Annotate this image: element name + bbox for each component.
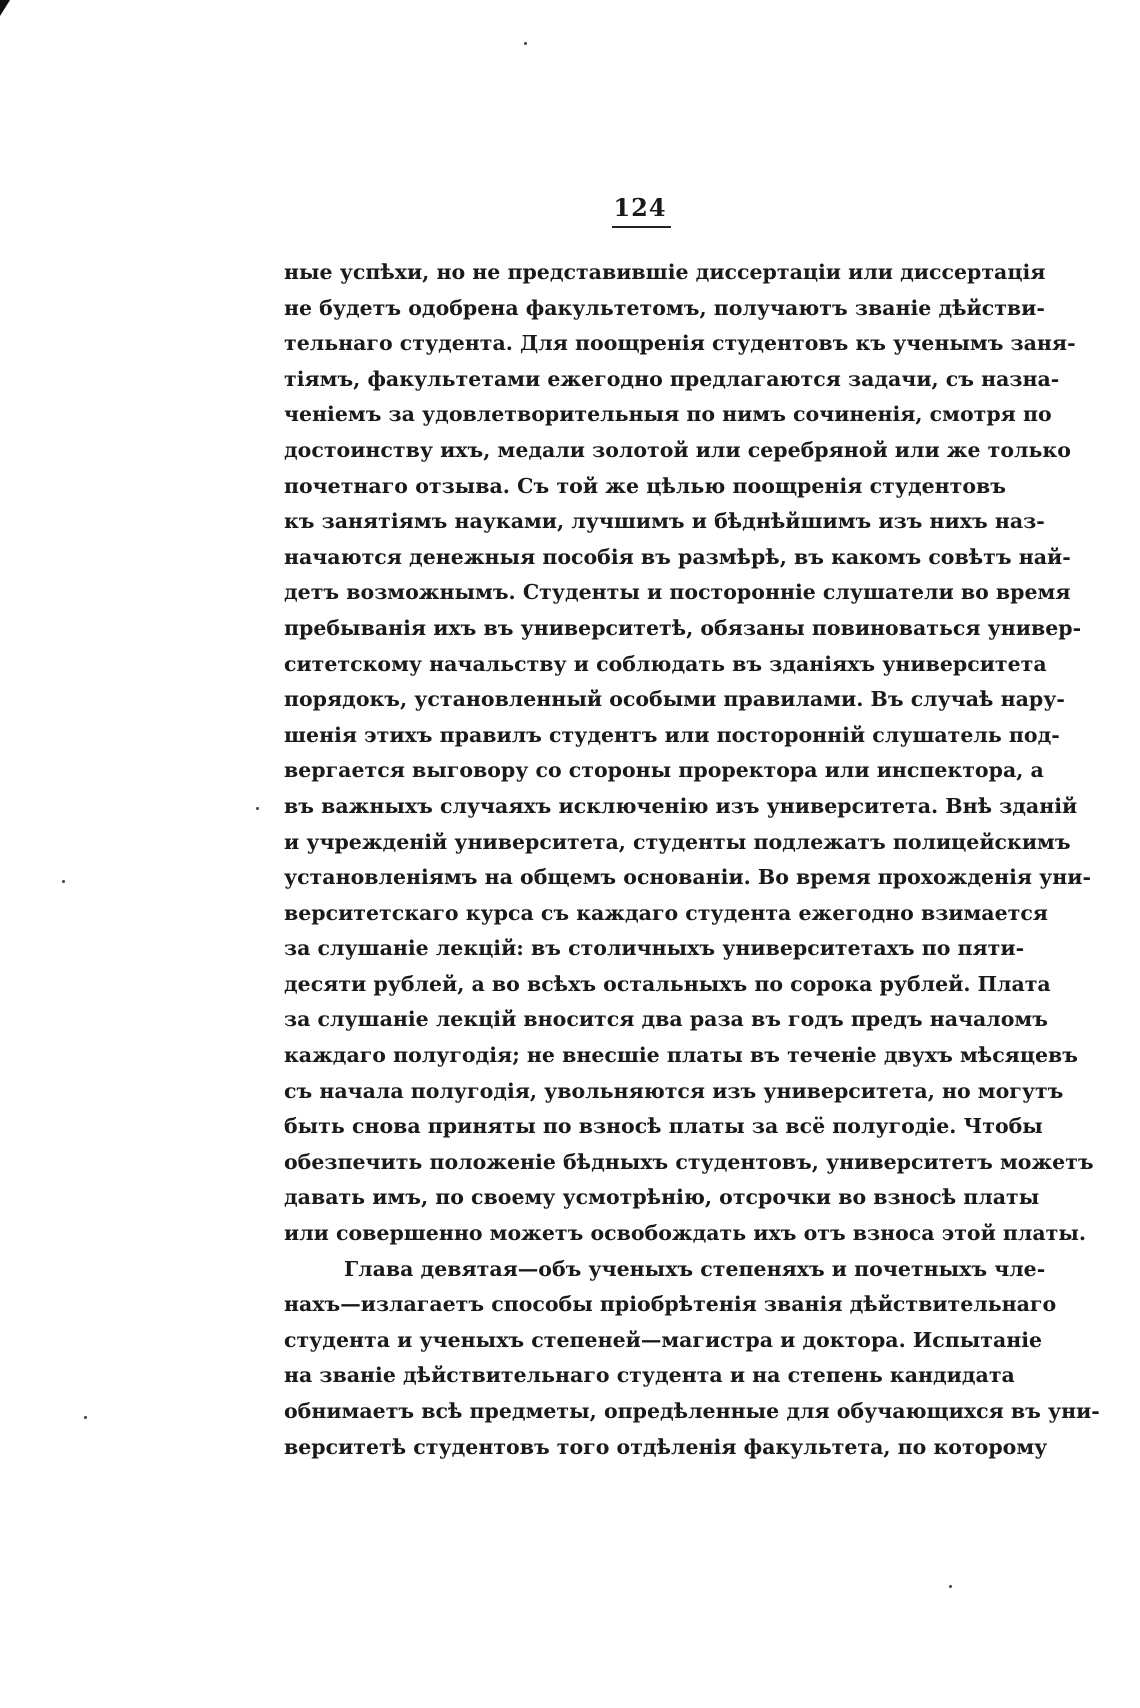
text-line: пребыванія ихъ въ университетѣ, обязаны повиноваться универ- [284,615,1082,640]
body-text [284,255,1100,1465]
page-number: 124 [613,193,667,222]
text-line: съ начала полугодія, увольняются изъ университета, но могутъ [284,1078,1064,1103]
scan-speck [949,1585,952,1588]
text-line: не будетъ одобрена факультетомъ, получаютъ званіе дѣйстви- [284,295,1045,320]
text-line: или совершенно можетъ освобождать ихъ отъ взноса этой платы. [284,1221,1087,1246]
scan-speck [62,880,65,883]
text-line: начаются денежныя пособія въ размѣрѣ, въ какомъ совѣтъ най- [284,544,1071,569]
text-line: десяти рублей, а во всѣхъ остальныхъ по сорока рублей. Плата [284,971,1051,996]
text-line: студента и ученыхъ степеней—магистра и доктора. Испытаніе [284,1327,1043,1352]
text-line: порядокъ, установленный особыми правилами. Въ случаѣ нару- [284,687,1065,712]
text-line: почетнаго отзыва. Съ той же цѣлью поощренія студентовъ [284,473,1006,498]
text-line: ситетскому начальству и соблюдать въ зданіяхъ университета [284,651,1047,676]
text-line: каждаго полугодія; не внесшіе платы въ теченіе двухъ мѣсяцевъ [284,1043,1078,1068]
text-line: вергается выговору со стороны проректора или инспектора, а [284,758,1044,783]
text-line: нахъ—излагаетъ способы пріобрѣтенія званія дѣйствительнаго [284,1292,1057,1317]
text-line: тельнаго студента. Для поощренія студентовъ къ ученымъ заня- [284,331,1076,356]
text-line: детъ возможнымъ. Студенты и посторонніе слушатели во время [284,580,1071,605]
scan-speck [524,42,527,45]
text-line: на званіе дѣйствительнаго студента и на степень кандидата [284,1363,1015,1388]
text-line: ченіемъ за удовлетворительныя по нимъ сочиненія, смотря по [284,402,1052,427]
text-line: ные успѣхи, но не представившіе диссертаціи или диссертація [284,260,1046,284]
text-line: шенія этихъ правилъ студентъ или посторонній слушатель под- [284,722,1060,747]
page-number-rule [612,226,671,228]
text-line: тіямъ, факультетами ежегодно предлагаются задачи, съ назна- [284,366,1060,391]
text-line: и учрежденій университета, студенты подлежатъ полицейскимъ [284,829,1071,854]
text-line: обезпечить положеніе бѣдныхъ студентовъ, университетъ можетъ [284,1149,1094,1174]
scan-corner-mark [0,0,10,16]
text-line: быть снова приняты по взносѣ платы за всё полугодіе. Чтобы [284,1114,1043,1139]
text-line: верситетѣ студентовъ того отдѣленія факультета, по которому [284,1434,1048,1459]
scan-speck [256,807,259,810]
text-line: установленіямъ на общемъ основаніи. Во время прохожденія уни- [284,865,1091,890]
scan-speck [84,1416,87,1419]
text-line: обнимаетъ всѣ предметы, опредѣленные для обучающихся въ уни- [284,1399,1100,1423]
text-line: давать имъ, по своему усмотрѣнію, отсрочки во взносѣ платы [284,1185,1040,1210]
text-line: достоинству ихъ, медали золотой или серебряной или же только [284,437,1071,462]
text-line: къ занятіямъ науками, лучшимъ и бѣднѣйшимъ изъ нихъ наз- [284,509,1045,534]
text-line: верситетскаго курса съ каждаго студента ежегодно взимается [284,900,1048,925]
text-line: за слушаніе лекцій вносится два раза въ годъ предъ началомъ [284,1007,1048,1032]
text-line: за слушаніе лекцій: въ столичныхъ университетахъ по пяти- [284,936,1025,961]
paragraph-start-line: Глава девятая—объ ученыхъ степеняхъ и почетныхъ чле- [344,1256,1046,1281]
text-line: въ важныхъ случаяхъ исключенію изъ университета. Внѣ зданій [284,793,1078,818]
